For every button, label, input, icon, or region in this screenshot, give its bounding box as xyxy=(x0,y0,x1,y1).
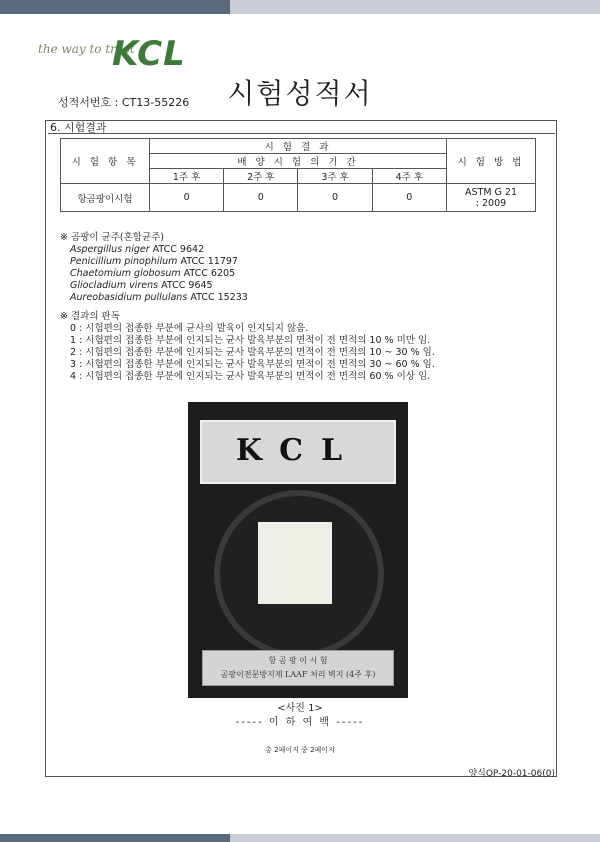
test-method-line: ASTM G 21 xyxy=(464,186,518,198)
strain-heading: ※ 곰팡이 균주(혼합균주) xyxy=(60,232,165,243)
section-title: 6. 시험결과 xyxy=(48,119,555,134)
result-cell: 0 xyxy=(150,184,224,212)
document-title: 시험성적서 xyxy=(227,77,373,110)
judgement-line: 0 : 시험편의 접종한 부분에 균사의 발육이 인지되지 않음. xyxy=(70,323,309,334)
result-cell: 0 xyxy=(224,184,298,212)
strain-item: Penicillium pinophilum ATCC 11797 xyxy=(70,256,238,267)
strain-item: Aureobasidium pullulans ATCC 15233 xyxy=(70,292,248,303)
judgement-line: 4 : 시험편의 접종한 부분에 인지되는 균사 발육부분의 면적이 전 면적의 60 % 이상 임. xyxy=(70,371,431,382)
blank-notice: ----- 이 하 여 백 ----- xyxy=(235,717,365,728)
photo-label xyxy=(202,650,394,686)
results-table xyxy=(60,138,536,212)
strain-item: Aspergillus niger ATCC 9642 xyxy=(70,244,205,255)
photo-kcl-plate: KCL xyxy=(200,420,396,484)
week-header: 2주 후 xyxy=(224,169,298,184)
top-color-bar xyxy=(0,0,600,14)
test-method-header: 시 험 방 법 xyxy=(447,139,536,184)
photo-caption: <사진 1> xyxy=(277,703,323,714)
test-method-line: : 2009 xyxy=(475,197,507,209)
report-number-value: CT13-55226 xyxy=(121,96,190,109)
test-item-cell: 항곰팡이시험 xyxy=(61,184,150,212)
judgement-line: 2 : 시험편의 접종한 부분에 인지되는 균사 발육부분의 면적이 전 면적의 10 ~ 30 % 임. xyxy=(70,347,435,358)
result-cell: 0 xyxy=(372,184,446,212)
judgement-line: 3 : 시험편의 접종한 부분에 인지되는 균사 발육부분의 면적이 전 면적의 30 ~ 60 % 임. xyxy=(70,359,435,370)
report-number-label: 성적서번호 : xyxy=(58,96,119,109)
form-number: 양식QP-20-01-06(0) xyxy=(468,769,555,779)
wallpaper-sample xyxy=(258,522,332,604)
strain-item: Chaetomium globosum ATCC 6205 xyxy=(70,268,236,279)
slogan: the way to trust xyxy=(38,42,135,56)
test-photo xyxy=(188,402,408,698)
judgement-heading: ※ 결과의 판독 xyxy=(60,311,120,322)
week-header: 4주 후 xyxy=(372,169,446,184)
report-number xyxy=(58,94,189,110)
test-result-header: 시 험 결 과 xyxy=(150,139,447,154)
page-count: 총 2페이지 중 2페이지 xyxy=(265,746,335,754)
test-method-cell xyxy=(447,184,536,212)
test-item-header: 시 험 항 목 xyxy=(61,139,150,184)
week-header: 1주 후 xyxy=(150,169,224,184)
strain-item: Gliocladium virens ATCC 9645 xyxy=(70,280,213,291)
judgement-list xyxy=(60,311,435,383)
strain-list xyxy=(60,232,248,304)
week-header: 3주 후 xyxy=(298,169,372,184)
culture-period-header: 배 양 시 험 의 기 간 xyxy=(150,154,447,169)
result-cell: 0 xyxy=(298,184,372,212)
photo-label-line: 곰팡이전문방지제 LAAF 처리 벽지 (4주 후) xyxy=(220,670,376,679)
bottom-color-bar xyxy=(0,834,600,842)
photo-label-line: 항 곰 팡 이 시 험 xyxy=(268,656,328,665)
kcl-logo: KCL xyxy=(112,34,186,74)
judgement-line: 1 : 시험편의 접종한 부분에 인지되는 균사 발육부분의 면적이 전 면적의 10 % 미만 임. xyxy=(70,335,431,346)
